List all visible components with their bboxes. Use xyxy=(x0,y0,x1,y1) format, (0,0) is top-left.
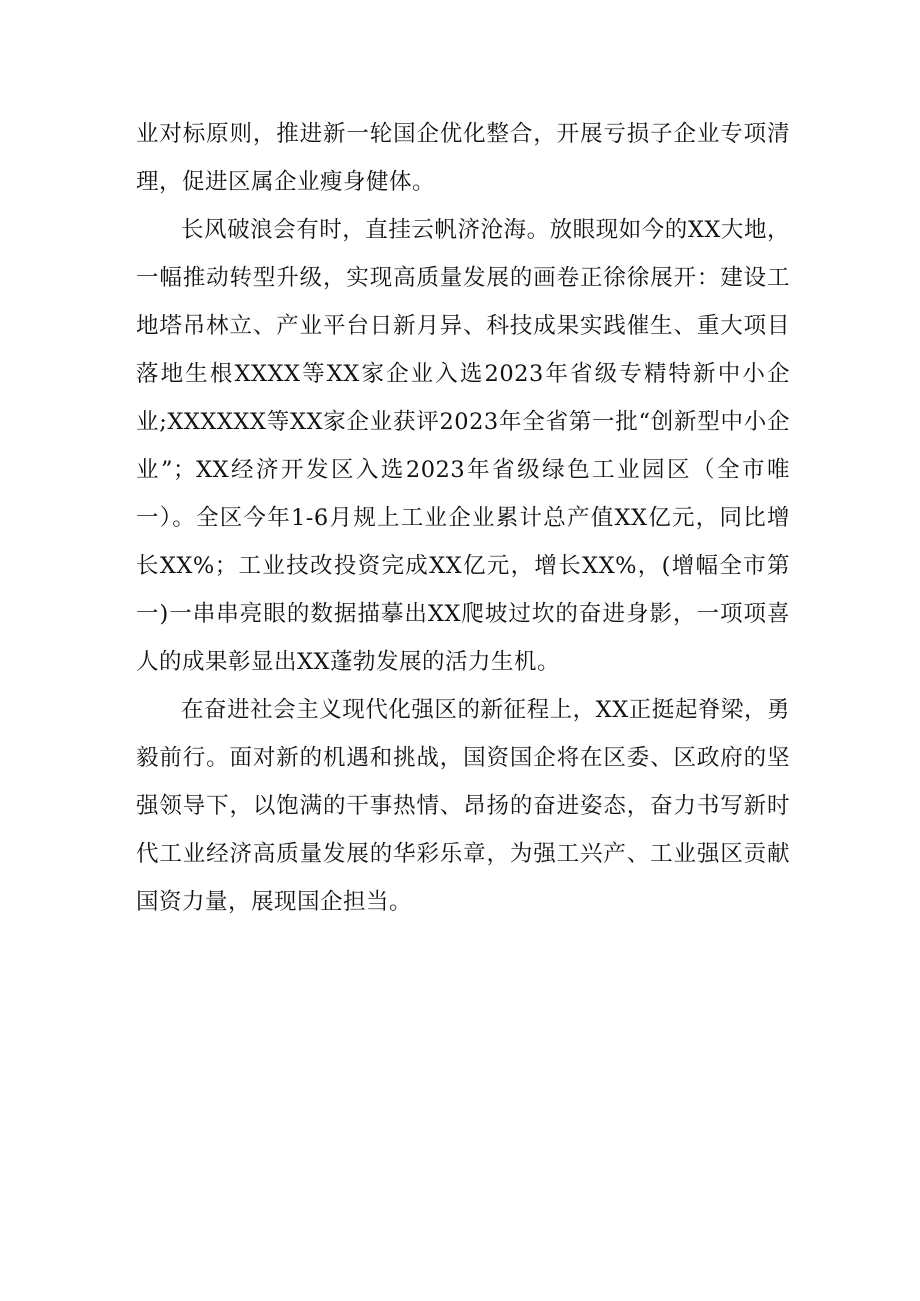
paragraph-continued: 业对标原则，推进新一轮国企优化整合，开展亏损子企业专项清理，促进区属企业瘦身健体。 xyxy=(136,121,790,195)
document-body xyxy=(136,110,790,926)
paragraph-achievements: 长风破浪会有时，直挂云帆济沧海。放眼现如今的XX大地，一幅推动转型升级，实现高质量发展的画卷正徐徐展开：建设工地塔吊林立、产业平台日新月异、科技成果实践催生、重大项目落地生根XXXX等XX家企业入选2023年省级专精特新中小企业;XXXXXX等XX家企业获评2023年全省第一批“创新型中小企业”；XX经济开发区入选2023年省级绿色工业园区（全市唯一）。全区今年1-6月规上工业企业累计总产值XX亿元，同比增长XX%；工业技改投资完成XX亿元，增长XX%，(增幅全市第一)一串串亮眼的数据描摹出XX爬坡过坎的奋进身影，一项项喜人的成果彰显出XX蓬勃发展的活力生机。 xyxy=(136,217,790,675)
paragraph-outlook: 在奋进社会主义现代化强区的新征程上，XX正挺起脊梁，勇毅前行。面对新的机遇和挑战，国资国企将在区委、区政府的坚强领导下，以饱满的干事热情、昂扬的奋进姿态，奋力书写新时代工业经济高质量发展的华彩乐章，为强工兴产、工业强区贡献国资力量，展现国企担当。 xyxy=(136,697,790,915)
